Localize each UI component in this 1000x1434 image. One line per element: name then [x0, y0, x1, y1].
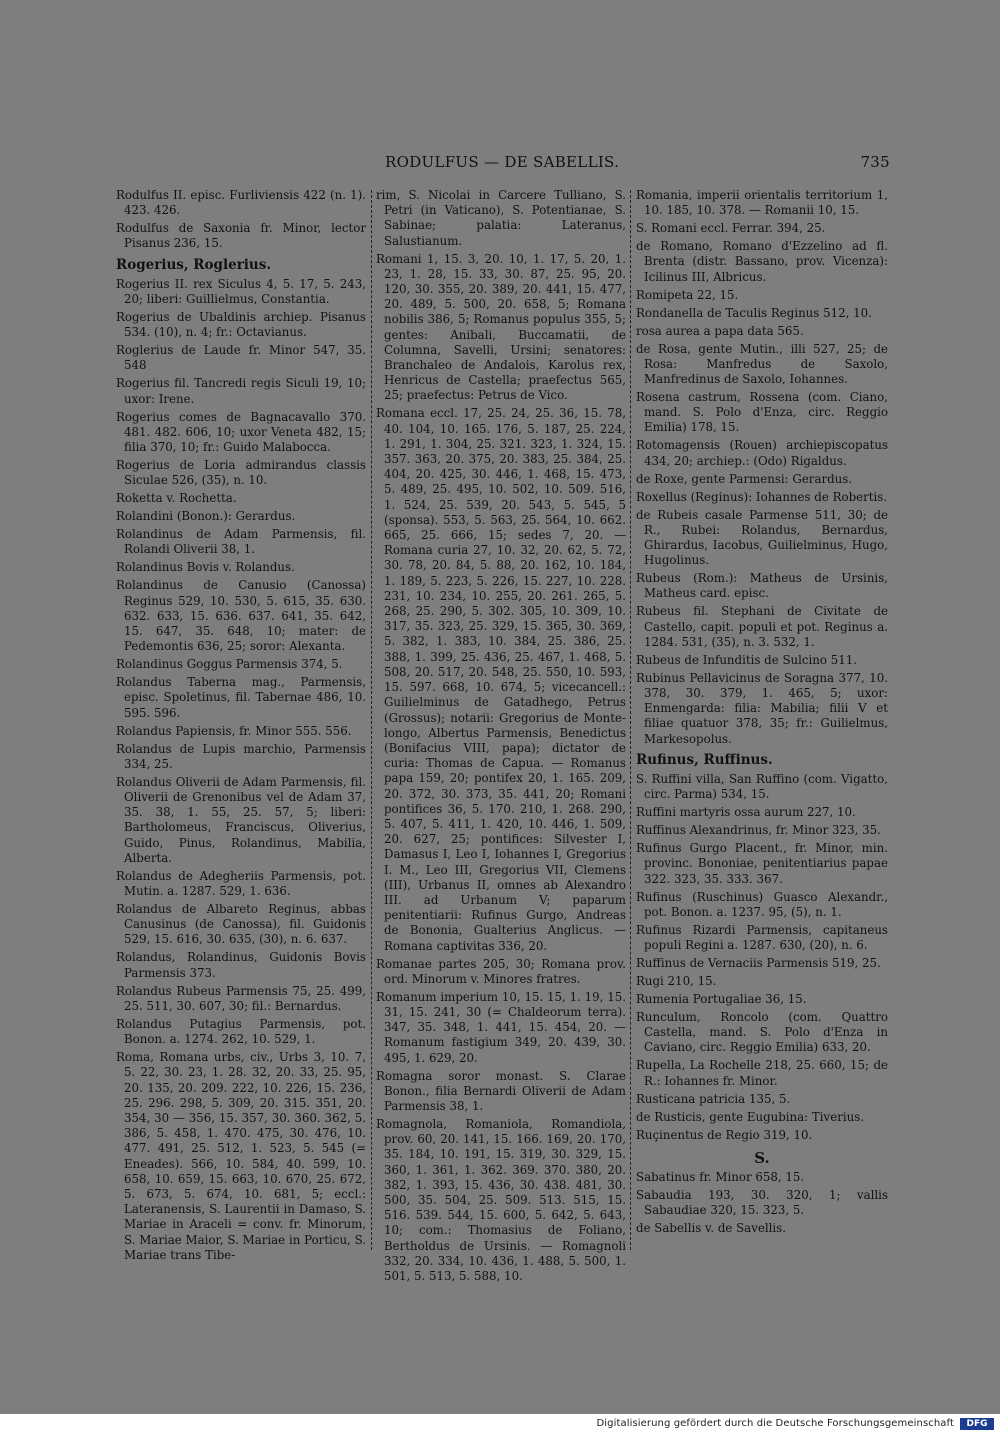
page-header [100, 153, 890, 173]
index-entry: Rufinus Gurgo Placent., fr. Minor, min. provinc. Bononiae, penitentiarius papae 322. 323, 35. 333. 367. [636, 841, 888, 886]
index-entry: Rolandus de Lupis marchio, Parmensis 334, 25. [116, 741, 366, 771]
index-entry: Rolandus Oliverii de Adam Parmensis, fil. Oliverii de Grenonibus vel de Adam 37, 35. 38, 1. 55, 25. 57, 5; liberi: Bartholomeus, Franciscus, Oliverius, Guido, Pinus, Rolandinus, Mabilia, Alberta. [116, 774, 366, 865]
index-entry: Rolandus de Albareto Reginus, abbas Canusinus (de Canossa), fil. Guidonis 529, 15. 616, 30. 635, (30), n. 6. 637. [116, 902, 366, 947]
index-entry: Rondanella de Taculis Reginus 512, 10. [636, 305, 872, 320]
index-entry: Rubeus (Rom.): Matheus de Ursinis, Matheus card. episc. [636, 571, 888, 601]
running-title: RODULFUS — DE SABELLIS. [385, 153, 620, 171]
index-entry: Ruffini martyris ossa aurum 227, 10. [636, 805, 856, 820]
index-entry: Ruffinus de Vernaciis Parmensis 519, 25. [636, 956, 881, 971]
index-entry: Rolandus Taberna mag., Parmensis, episc. Spoletinus, fil. Tabernae 486, 10. 595. 596. [116, 675, 366, 720]
index-entry: Rolandinus Bovis v. Rolandus. [116, 560, 295, 575]
index-entry: Rufinus (Ruschinus) Guasco Alexandr., pot. Bonon. a. 1237. 95, (5), n. 1. [636, 889, 888, 919]
index-entry: Sabatinus fr. Minor 658, 15. [636, 1170, 805, 1185]
index-column-3 [636, 188, 888, 1239]
index-entry: Romana eccl. 17, 25. 24, 25. 36, 15. 78, 40. 104, 10. 165. 176, 5. 187, 25. 224, 1. 291, 1. 304, 25. 321. 323, 1. 324, 15. 357. 363, 20. 375, 20. 383, 25. 384, 25. 404, 20. 425, 30. 446, 1. 468, 15. 473, 5. 489, 25. 495, 10. 502, 10. 509. 516, 1. 524, 25. 539, 20. 543, 5. 545, 5 (sponsa). 553, 5. 563, 25. 564, 10. 662. 665, 25. 666, 15; sedes 7, 20. — Romana curia 27, 10. 32, 20. 62, 5. 72, 30. 78, 20. 84, 5. 88, 20. 162, 10. 184, 1. 189, 5. 223, 5. 226, 15. 227, 10. 228. 231, 10. 234, 10. 255, 20. 261. 265, 5. 268, 25. 290, 5. 302. 305, 10. 309, 10. 317, 35. 323, 25. 329, 15. 365, 30. 369, 5. 382, 1. 383, 10. 384, 25. 386, 25. 388, 1. 399, 25. 436, 25. 467, 1. 468, 5. 508, 20. 517, 20. 548, 25. 550, 10. 593, 15. 597. 668, 10. 674, 5; vicecancell.: Guilielminus de Gatadhego, Petrus (Grossus); notarii: Gregorius de Monte-longo, Albertus Parmensis, Benedictus (Bonifacius VIII, papa); dictator de curia: Thomas de Capua. — Romanus papa 159, 20; pontifex 20, 1. 165. 209, 20. 372, 30. 373, 35. 441, 20; Romani pontifices 36, 5. 170. 210, 1. 268. 290, 5. 407, 5. 411, 1. 420, 10. 446, 1. 509, 20. 627, 25; pontifices: Silvester I, Damasus I, Leo I, Iohannes I, Gregorius I. M., Leo III, Gregorius VII, Clemens (III), Urbanus II, omnes ab Alexandro III. ad Urbanum V; paparum penitentiarii: Rufinus Gurgo, Andreas de Bononia, Gualterius Anglicus. — Romana captivitas 336, 20. [376, 406, 626, 953]
index-entry: Romanum imperium 10, 15. 15, 1. 19, 15. 31, 15. 241, 30 (= Chaldeorum terra). 347, 35. 348, 1. 441, 15. 454, 20. — Romanum fastigium 349, 20. 439, 30. 495, 1. 629, 20. [376, 989, 626, 1065]
index-entry: Rogerius fil. Tancredi regis Siculi 19, 10; uxor: Irene. [116, 376, 366, 406]
dfg-logo: DFG [960, 1418, 994, 1430]
index-entry: Rolandinus de Canusio (Canossa) Reginus 529, 10. 530, 5. 615, 35. 630. 632. 633, 15. 636. 637. 641, 35. 642, 15. 647, 35. 648, 10; mater: de Pedemontis 636, 25; soror: Alexanta. [116, 578, 366, 654]
index-entry: Rubeus fil. Stephani de Civitate de Castello, capit. populi et pot. Reginus a. 1284. 531, (35), n. 3. 532, 1. [636, 604, 888, 649]
index-entry: Rumenia Portugaliae 36, 15. [636, 992, 807, 1007]
index-entry: Rolandus de Adegheriis Parmensis, pot. Mutin. a. 1287. 529, 1. 636. [116, 868, 366, 899]
funding-note: Digitalisierung gefördert durch die Deutsche Forschungsgemeinschaft [596, 1418, 954, 1429]
page-number: 735 [860, 153, 890, 171]
index-entry: Rusticana patricia 135, 5. [636, 1091, 791, 1106]
digitization-footer [0, 1414, 1000, 1434]
index-heading: Rogerius, Roglerius. [116, 256, 272, 273]
index-heading: Rufinus, Ruffinus. [636, 751, 773, 768]
index-entry: Romipeta 22, 15. [636, 287, 739, 302]
index-entry: Rogerius comes de Bagnacavallo 370. 481. 482. 606, 10; uxor Veneta 482, 15; filia 370, 10; fr.: Guido Malabocca. [116, 409, 366, 455]
index-column-1 [116, 188, 366, 1266]
index-entry: Rolandus, Rolandinus, Guidonis Bovis Parmensis 373. [116, 950, 366, 980]
index-entry: S. Romani eccl. Ferrar. 394, 25. [636, 221, 826, 236]
index-entry: Romania, imperii orientalis territorium 1, 10. 185, 10. 378. — Romanii 10, 15. [636, 188, 888, 218]
column-divider [630, 190, 631, 1250]
index-entry: Rodulfus II. episc. Furliviensis 422 (n. 1). 423. 426. [116, 188, 366, 218]
index-column-2 [376, 188, 626, 1287]
index-entry: de Rosa, gente Mutin., illi 527, 25; de Rosa: Manfredus de Saxolo, Manfredinus de Saxolo, Iohannes. [636, 341, 888, 387]
index-entry: Rufinus Rizardi Parmensis, capitaneus populi Regini a. 1287. 630, (20), n. 6. [636, 922, 888, 953]
index-entry: Rogerius de Ubaldinis archiep. Pisanus 534. (10), n. 4; fr.: Octavianus. [116, 310, 366, 340]
index-entry: Rogerius II. rex Siculus 4, 5. 17, 5. 243, 20; liberi: Guillielmus, Constantia. [116, 276, 366, 307]
index-entry: Roketta v. Rochetta. [116, 491, 237, 506]
column-divider [371, 190, 372, 1250]
index-entry: de Roxe, gente Parmensi: Gerardus. [636, 471, 853, 486]
index-entry: Rogerius de Loria admirandus classis Siculae 526, (35), n. 10. [116, 458, 366, 488]
index-entry: Rosena castrum, Rossena (com. Ciano, mand. S. Polo d'Enza, circ. Reggio Emilia) 178, 15. [636, 390, 888, 435]
index-entry: rosa aurea a papa data 565. [636, 323, 804, 338]
index-entry: rim, S. Nicolai in Carcere Tulliano, S. Petri (in Vaticano), S. Potentianae, S. Sabinae; palatia: Lateranus, Salustianum. [376, 188, 626, 248]
index-entry: Rolandinus Goggus Parmensis 374, 5. [116, 657, 343, 672]
index-entry: Roxellus (Reginus): Iohannes de Robertis. [636, 489, 888, 504]
index-entry: Ruçinentus de Regio 319, 10. [636, 1127, 813, 1142]
index-entry: Rotomagensis (Rouen) archiepiscopatus 434, 20; archiep.: (Odo) Rigaldus. [636, 438, 888, 468]
index-entry: Rolandus Putagius Parmensis, pot. Bonon. a. 1274. 262, 10. 529, 1. [116, 1016, 366, 1047]
index-entry: de Rubeis casale Parmense 511, 30; de R., Rubei: Rolandus, Bernardus, Ghirardus, Iacobus, Guilielminus, Hugo, Hugolinus. [636, 507, 888, 568]
index-entry: Romagnola, Romaniola, Romandiola, prov. 60, 20. 141, 15. 166. 169, 20. 170, 35. 184, 10. 191, 15. 319, 30. 329, 15. 360, 1. 361, 1. 362. 369. 370. 380, 20. 382, 1. 393, 15. 436, 30. 438. 481, 30. 500, 35. 504, 25. 509. 513. 515, 15. 516. 539. 544, 15. 600, 5. 642, 5. 643, 10; com.: Thomasius de Foliano, Bertholdus de Ursinis. — Romagnoli 332, 20. 334, 10. 436, 1. 488, 5. 500, 1. 501, 5. 513, 5. 588, 10. [376, 1116, 626, 1283]
index-entry: Roglerius de Laude fr. Minor 547, 35. 548 [116, 343, 366, 373]
index-entry: Romagna soror monast. S. Clarae Bonon., filia Bernardi Oliverii de Adam Parmensis 38, 1. [376, 1068, 626, 1113]
section-letter-heading: S. [754, 1148, 770, 1167]
index-entry: Roma, Romana urbs, civ., Urbs 3, 10. 7, 5. 22, 30. 23, 1. 28. 32, 20. 33, 25. 95, 20. 135, 20. 209. 222, 10. 226, 15. 236, 25. 296. 298, 5. 309, 20. 315. 351, 20. 354, 30 — 356, 15. 357, 30. 360. 362, 5. 386, 5. 458, 1. 470. 475, 30. 476, 10. 477. 491, 25. 512, 1. 523, 5. 545 (= Eneades). 566, 10. 584, 40. 599, 10. 658, 10. 659, 15. 663, 10. 670, 25. 672, 5. 673, 5. 674, 10. 681, 5; eccl.: Lateranensis, S. Laurentii in Damaso, S. Mariae in Araceli = conv. fr. Minorum, S. Mariae Maior, S. Mariae in Porticu, S. Mariae trans Tibe- [116, 1050, 366, 1262]
index-entry: Rugi 210, 15. [636, 974, 717, 989]
index-entry: de Sabellis v. de Savellis. [636, 1221, 786, 1236]
index-entry: Romani 1, 15. 3, 20. 10, 1. 17, 5. 20, 1. 23, 1. 28, 15. 33, 30. 87, 25. 95, 20. 120, 30. 355, 20. 389, 20. 441, 15. 477, 20. 489, 5. 500, 20. 658, 5; Romana nobilis 386, 5; Romanus populus 355, 5; gentes: Anibali, Buccamatii, de Columna, Savelli, Ursini; senatores: Branchaleo de Andalois, Karolus rex, Henricus de Castella; praefectus 565, 25; praefectus: Petrus de Vico. [376, 251, 626, 403]
index-entry: de Romano, Romano d'Ezzelino ad fl. Brenta (distr. Bassano, prov. Vicenza): Icilinus III, Albricus. [636, 239, 888, 284]
index-entry: Rolandini (Bonon.): Gerardus. [116, 509, 296, 524]
index-entry: S. Ruffini villa, San Ruffino (com. Vigatto, circ. Parma) 534, 15. [636, 772, 888, 802]
index-entry: Sabaudia 193, 30. 320, 1; vallis Sabaudiae 320, 15. 323, 5. [636, 1188, 888, 1218]
index-entry: de Rusticis, gente Eugubina: Tiverius. [636, 1109, 865, 1124]
index-entry: Rodulfus de Saxonia fr. Minor, lector Pisanus 236, 15. [116, 221, 366, 251]
index-entry: Romanae partes 205, 30; Romana prov. ord. Minorum v. Minores fratres. [376, 956, 626, 986]
index-entry: Rubinus Pellavicinus de Soragna 377, 10. 378, 30. 379, 1. 465, 5; uxor: Enmengarda: filia: Mabilia; filii V et filiae quatuor 378, 35; fr.: Guilielmus, Markesopolus. [636, 670, 888, 746]
index-entry: Rolandus Papiensis, fr. Minor 555. 556. [116, 723, 352, 738]
index-entry: Rolandinus de Adam Parmensis, fil. Rolandi Oliverii 38, 1. [116, 527, 366, 557]
index-entry: Ruffinus Alexandrinus, fr. Minor 323, 35. [636, 823, 881, 838]
index-entry: Rupella, La Rochelle 218, 25. 660, 15; de R.: Iohannes fr. Minor. [636, 1058, 888, 1088]
index-entry: Rubeus de Infunditis de Sulcino 511. [636, 652, 857, 667]
index-entry: Rolandus Rubeus Parmensis 75, 25. 499, 25. 511, 30. 607, 30; fil.: Bernardus. [116, 983, 366, 1013]
index-entry: Runculum, Roncolo (com. Quattro Castella, mand. S. Polo d'Enza in Caviano, circ. Reggio Emilia) 633, 20. [636, 1010, 888, 1055]
